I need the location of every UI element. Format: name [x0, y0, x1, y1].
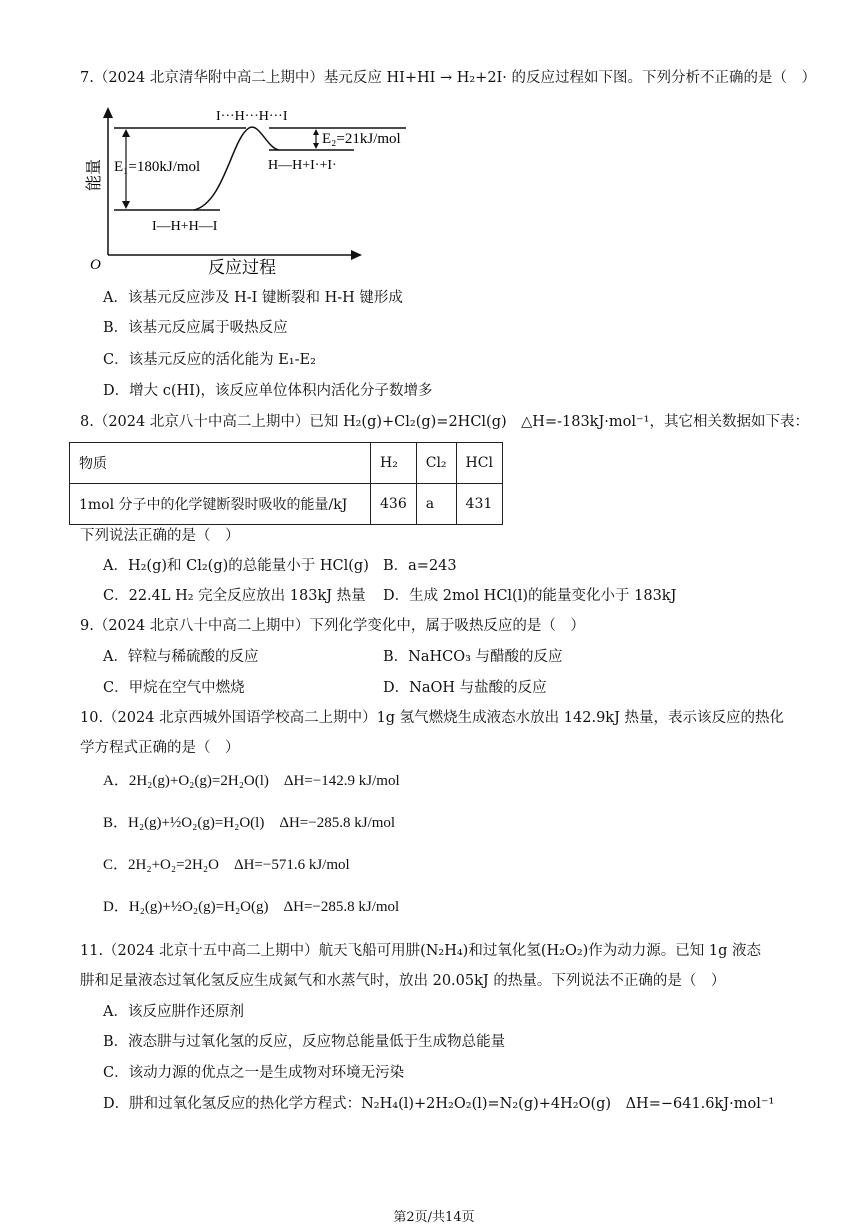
q10-option-d: D．H₂(g)+½O₂(g)=H₂O(g) ΔH=−285.8 kJ/mol — [103, 899, 400, 915]
table-cell: a — [416, 484, 456, 525]
e2-arrow-down — [313, 143, 319, 149]
energy-diagram — [84, 103, 424, 278]
table-cell: HCl — [456, 443, 502, 484]
origin-label: O — [90, 257, 101, 273]
q7-option-a: A．该基元反应涉及 H-I 键断裂和 H-H 键形成 — [103, 290, 403, 306]
x-axis-label: 反应过程 — [208, 258, 276, 277]
q8-option-c: C．22.4L H₂ 完全反应放出 183kJ 热量 — [103, 588, 366, 604]
q10-option-b: B．H₂(g)+½O₂(g)=H₂O(l) ΔH=−285.8 kJ/mol — [103, 815, 396, 831]
q9-stem: 9.（2024 北京八十中高二上期中）下列化学变化中，属于吸热反应的是（ ） — [80, 618, 585, 634]
reaction-curve — [194, 127, 279, 210]
table-cell: 431 — [456, 484, 502, 525]
q9-option-a: A．锌粒与稀硫酸的反应 — [103, 649, 259, 665]
y-axis-arrow — [103, 107, 113, 118]
e2-label: E₂=21kJ/mol — [322, 131, 401, 147]
q8-stem: 8.（2024 北京八十中高二上期中）已知 H₂(g)+Cl₂(g)=2HCl(g) △H=-183kJ·mol⁻¹，其它相关数据如下表： — [80, 414, 809, 430]
q8-option-a: A．H₂(g)和 Cl₂(g)的总能量小于 HCl(g) — [103, 558, 369, 574]
q9-option-b: B．NaHCO₃ 与醋酸的反应 — [383, 649, 563, 665]
product-label: H—H+I·+I· — [268, 158, 337, 173]
q11-stem-line2: 肼和足量液态过氧化氢反应生成氮气和水蒸气时，放出 20.05kJ 的热量。下列说法不正确的是（ ） — [80, 973, 726, 989]
ts-label: I···H···H···I — [216, 109, 288, 124]
table-cell: 1mol 分子中的化学键断裂时吸收的能量/kJ — [70, 484, 371, 525]
e1-arrow-up — [122, 129, 130, 137]
table-cell: 物质 — [70, 443, 371, 484]
q7-option-b: B．该基元反应属于吸热反应 — [103, 320, 288, 336]
q11-option-a: A．该反应肼作还原剂 — [103, 1004, 244, 1020]
q9-option-d: D．NaOH 与盐酸的反应 — [383, 680, 547, 696]
q11-stem-line1: 11.（2024 北京十五中高二上期中）航天飞船可用肼(N₂H₄)和过氧化氢(H₂O₂)作为动力源。已知 1g 液态 — [80, 943, 762, 959]
q8-prompt: 下列说法正确的是（ ） — [80, 528, 240, 544]
q9-option-c: C．甲烷在空气中燃烧 — [103, 680, 245, 696]
q11-option-c: C．该动力源的优点之一是生成物对环境无污染 — [103, 1065, 405, 1081]
table-cell: Cl₂ — [416, 443, 456, 484]
e1-arrow-down — [122, 201, 130, 209]
e2-arrow-up — [313, 129, 319, 135]
q10-stem-line2: 学方程式正确的是（ ） — [80, 740, 240, 756]
q7-option-c: C．该基元反应的活化能为 E₁-E₂ — [103, 352, 316, 368]
x-axis-arrow — [351, 250, 362, 260]
reactant-label: I—H+H—I — [152, 219, 218, 234]
table-row — [70, 484, 503, 525]
e1-label: E₁=180kJ/mol — [114, 159, 201, 175]
q8-data-table — [69, 442, 503, 525]
q8-option-d: D．生成 2mol HCl(l)的能量变化小于 183kJ — [383, 588, 677, 604]
q11-option-d: D．肼和过氧化氢反应的热化学方程式：N₂H₄(l)+2H₂O₂(l)=N₂(g)+4H₂O(g) ΔH=−641.6kJ·mol⁻¹ — [103, 1096, 775, 1112]
table-row — [70, 443, 503, 484]
table-cell: H₂ — [371, 443, 417, 484]
q10-option-a: A．2H₂(g)+O₂(g)=2H₂O(l) ΔH=−142.9 kJ/mol — [103, 773, 400, 789]
table-cell: 436 — [371, 484, 417, 525]
page-footer: 第2页/共14页 — [393, 1210, 475, 1225]
q10-stem-line1: 10.（2024 北京西城外国语学校高二上期中）1g 氢气燃烧生成液态水放出 142.9kJ 热量，表示该反应的热化 — [80, 710, 785, 726]
q10-option-c: C．2H₂+O₂=2H₂O ΔH=−571.6 kJ/mol — [103, 857, 350, 873]
q8-option-b: B．a=243 — [383, 558, 457, 574]
q7-stem: 7.（2024 北京清华附中高二上期中）基元反应 HI+HI → H₂+2I· 的反应过程如下图。下列分析不正确的是（ ） — [80, 70, 816, 86]
y-axis-label: 能量 — [86, 158, 103, 191]
q11-option-b: B．液态肼与过氧化氢的反应，反应物总能量低于生成物总能量 — [103, 1034, 506, 1050]
q7-option-d: D．增大 c(HI)，该反应单位体积内活化分子数增多 — [103, 383, 433, 399]
